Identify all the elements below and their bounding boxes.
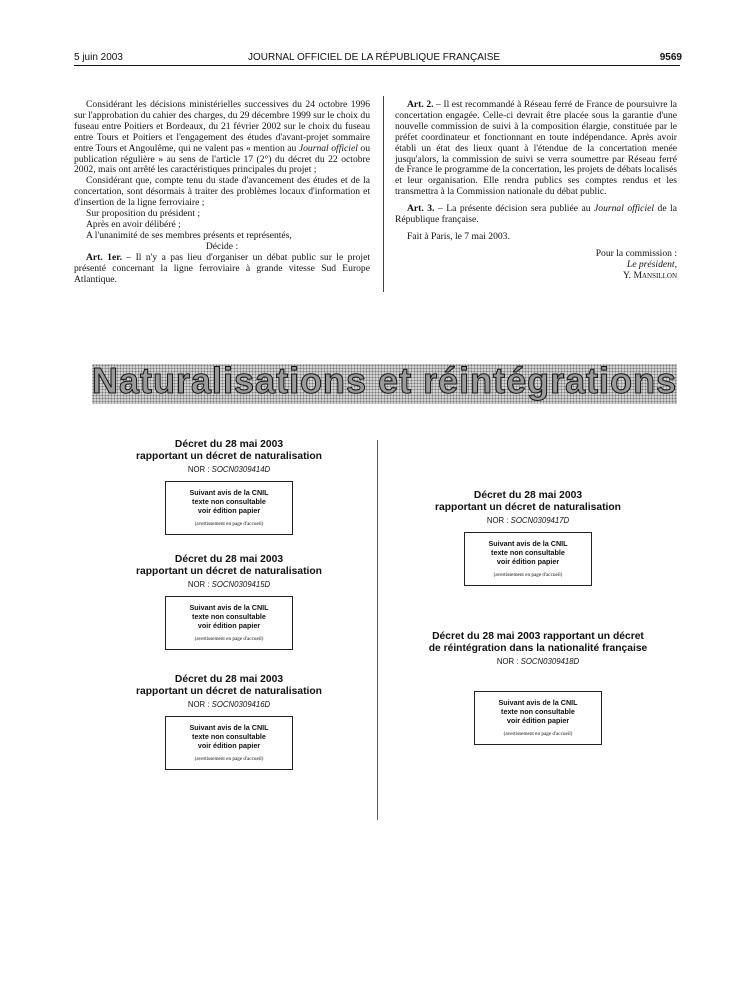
nor-reference: NOR : SOCN0309415D — [187, 580, 271, 589]
paragraph-delibere: Après en avoir délibéré ; — [86, 218, 181, 230]
header-rule — [74, 65, 680, 66]
article-2-label: Art. 2. — [407, 99, 434, 110]
decide-heading: Décide : — [205, 240, 239, 252]
left-column — [74, 100, 370, 285]
article-1-label: Art. 1er. — [86, 251, 123, 263]
cnil-notice-box: Suivant avis de la CNIL texte non consultable voir édition papier (avertissement en page d'accueil) — [464, 532, 592, 586]
nor-reference: NOR : SOCN0309418D — [496, 657, 580, 666]
bottom-column-separator — [377, 440, 378, 820]
paragraph-unanimite: A l'unanimité de ses membres présents et représentés, — [86, 229, 292, 241]
section-title: Naturalisations et réintégrations — [92, 364, 677, 401]
paragraph-considerant-2: Considérant que, compte tenu du stade d'avancement des études et de la concertation, sont désormais à traiter des problèmes locaux d'information et d'insertion de la ligne ferroviaire ; — [74, 175, 370, 209]
page-number: 9569 — [659, 52, 682, 63]
decret-title: Décret du 28 mai 2003 rapportant un décret de naturalisation — [136, 674, 322, 697]
cnil-warning-note: (avertissement en page d'accueil) — [194, 521, 264, 527]
cnil-notice-box: Suivant avis de la CNIL texte non consultable voir édition papier (avertissement en page d'accueil) — [474, 691, 602, 745]
decret-block-4 — [403, 490, 653, 586]
decret-block-3 — [104, 674, 354, 770]
nor-reference: NOR : SOCN0309416D — [187, 700, 271, 709]
article-3: Art. 3. – La présente décision sera publiée au Journal officiel de la République française. — [395, 203, 678, 226]
cnil-notice-box: Suivant avis de la CNIL texte non consultable voir édition papier (avertissement en page d'accueil) — [165, 596, 293, 650]
cnil-warning-note: (avertissement en page d'accueil) — [493, 572, 563, 578]
article-3-label: Art. 3. — [407, 203, 435, 215]
article-1: Art. 1er. – Il n'y a pas lieu d'organiser un débat public sur le projet présenté concernant la ligne ferroviaire à grande vitesse Sud Europe Atlantique. — [74, 251, 371, 285]
cnil-notice-box: Suivant avis de la CNIL texte non consultable voir édition papier (avertissement en page d'accueil) — [165, 716, 293, 770]
cnil-warning-note: (avertissement en page d'accueil) — [194, 756, 264, 762]
journal-title: JOURNAL OFFICIEL DE LA RÉPUBLIQUE FRANÇAISE — [247, 52, 501, 63]
decret-block-5 — [403, 631, 673, 745]
signature-name: Y. Mansillon — [622, 269, 677, 281]
decret-title: Décret du 28 mai 2003 rapportant un décret de naturalisation — [435, 490, 621, 513]
paragraph-proposition: Sur proposition du président ; — [86, 208, 201, 220]
header-date: 5 juin 2003 — [74, 52, 123, 63]
column-separator — [383, 96, 384, 292]
decret-block-1 — [104, 439, 354, 535]
cnil-warning-note: (avertissement en page d'accueil) — [503, 731, 573, 737]
cnil-warning-note: (avertissement en page d'accueil) — [194, 636, 264, 642]
cnil-notice-box: Suivant avis de la CNIL texte non consultable voir édition papier (avertissement en page d'accueil) — [165, 481, 293, 535]
signature-line-2: Le président, — [626, 258, 677, 270]
decret-title: Décret du 28 mai 2003 rapportant un décret de naturalisation — [136, 554, 322, 577]
nor-reference: NOR : SOCN0309417D — [486, 516, 570, 525]
done-at-paris: Fait à Paris, le 7 mai 2003. — [407, 230, 510, 242]
section-banner — [92, 364, 677, 404]
paragraph-considerant-1: Considérant les décisions ministérielles successives du 24 octobre 1996 sur l'approbation du cahier des charges, du 29 décembre 1999 sur le choix du fuseau entre Poitiers et Bordeaux, du 21 février 2002 sur le choix du fuseau entre Tours et Poitiers et l'engagement des études d'avant-projet sommaire entre Tours et Angoulême, qui ne valent pas « mention au Journal officiel ou publication régulière » au sens de l'article 17 (2°) du décret du 22 octobre 2002, mais ont arrêté les caractéristiques principales du projet ; — [74, 99, 370, 176]
article-2: Art. 2. – Il est recommandé à Réseau ferré de France de poursuivre la concertation engagée. Celle-ci devrait être placée sous la garantie d'une nouvelle commission de suivi à la composition élargie, constituée par le préfet coordinateur et fonctionnant en toute indépendance. Après avoir établi un état des lieux quant à l'étendue de la concertation menée jusqu'alors, la commission de suivi se verra soumettre par Réseau ferré de France le programme de la concertation, les projets de débats localisés et leur organisation. Elle rendra publics ses comptes rendus et les transmettra à la Commission nationale du débat public. — [395, 99, 677, 198]
decret-title: Décret du 28 mai 2003 rapportant un décret de naturalisation — [136, 439, 322, 462]
decret-block-2 — [104, 554, 354, 650]
decret-title: Décret du 28 mai 2003 rapportant un décret de réintégration dans la nationalité française — [428, 631, 648, 654]
signature-line-1: Pour la commission : — [595, 247, 677, 259]
nor-reference: NOR : SOCN0309414D — [187, 465, 271, 474]
right-column — [395, 100, 677, 282]
